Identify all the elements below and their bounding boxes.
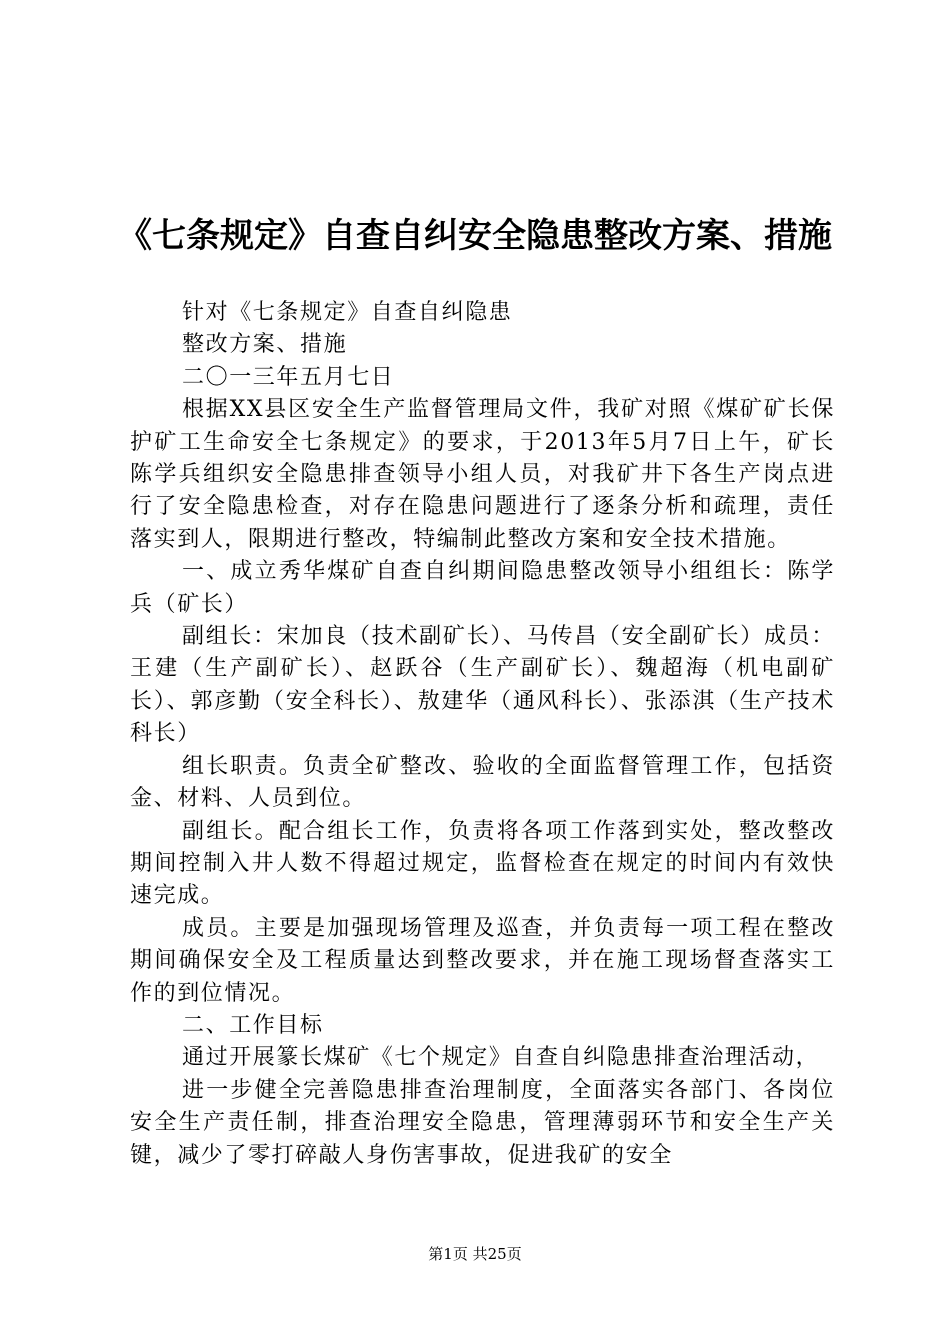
document-title: 《七条规定》自查自纠安全隐患整改方案、措施 (118, 215, 832, 256)
paragraph: 副组长。配合组长工作，负责将各项工作落到实处，整改整改期间控制入井人数不得超过规定，监督检查在规定的时间内有效快速完成。 (130, 818, 835, 909)
paragraph: 二、工作目标 (182, 1012, 324, 1038)
paragraph: 成员。主要是加强现场管理及巡查，并负责每一项工程在整改期间确保安全及工程质量达到整改要求，并在施工现场督查落实工作的到位情况。 (130, 915, 835, 1006)
paragraph: 进一步健全完善隐患排查治理制度，全面落实各部门、各岗位安全生产责任制，排查治理安全隐患，管理薄弱环节和安全生产关键，减少了零打碎敲人身伤害事故，促进我矿的安全 (130, 1077, 835, 1168)
paragraph: 一、成立秀华煤矿自查自纠期间隐患整改领导小组组长：陈学兵（矿长） (130, 559, 835, 617)
paragraph: 二〇一三年五月七日 (182, 364, 395, 390)
paragraph: 副组长：宋加良（技术副矿长）、马传昌（安全副矿长）成员：王建（生产副矿长）、赵跃谷（生产副矿长）、魏超海（机电副矿长）、郭彦勤（安全科长）、敖建华（通风科长）、张添淇（生产技术科长） (130, 624, 835, 747)
paragraph: 整改方案、措施 (182, 332, 348, 358)
paragraph: 通过开展篆长煤矿《七个规定》自查自纠隐患排查治理活动， (182, 1045, 820, 1071)
paragraph: 组长职责。负责全矿整改、验收的全面监督管理工作，包括资金、材料、人员到位。 (130, 753, 835, 812)
paragraph: 根据XX县区安全生产监督管理局文件，我矿对照《煤矿矿长保护矿工生命安全七条规定》的要求，于2013年5月7日上午，矿长陈学兵组织安全隐患排查领导小组人员，对我矿井下各生产岗点进行了安全隐患检查，对存在隐患问题进行了逐条分析和疏理，责任落实到人，限期进行整改，特编制此整改方案和安全技术措施。 (130, 397, 835, 552)
document-body (130, 297, 835, 1172)
page-footer: 第1页 共25页 (428, 1245, 522, 1263)
paragraph: 针对《七条规定》自查自纠隐患 (182, 300, 513, 325)
